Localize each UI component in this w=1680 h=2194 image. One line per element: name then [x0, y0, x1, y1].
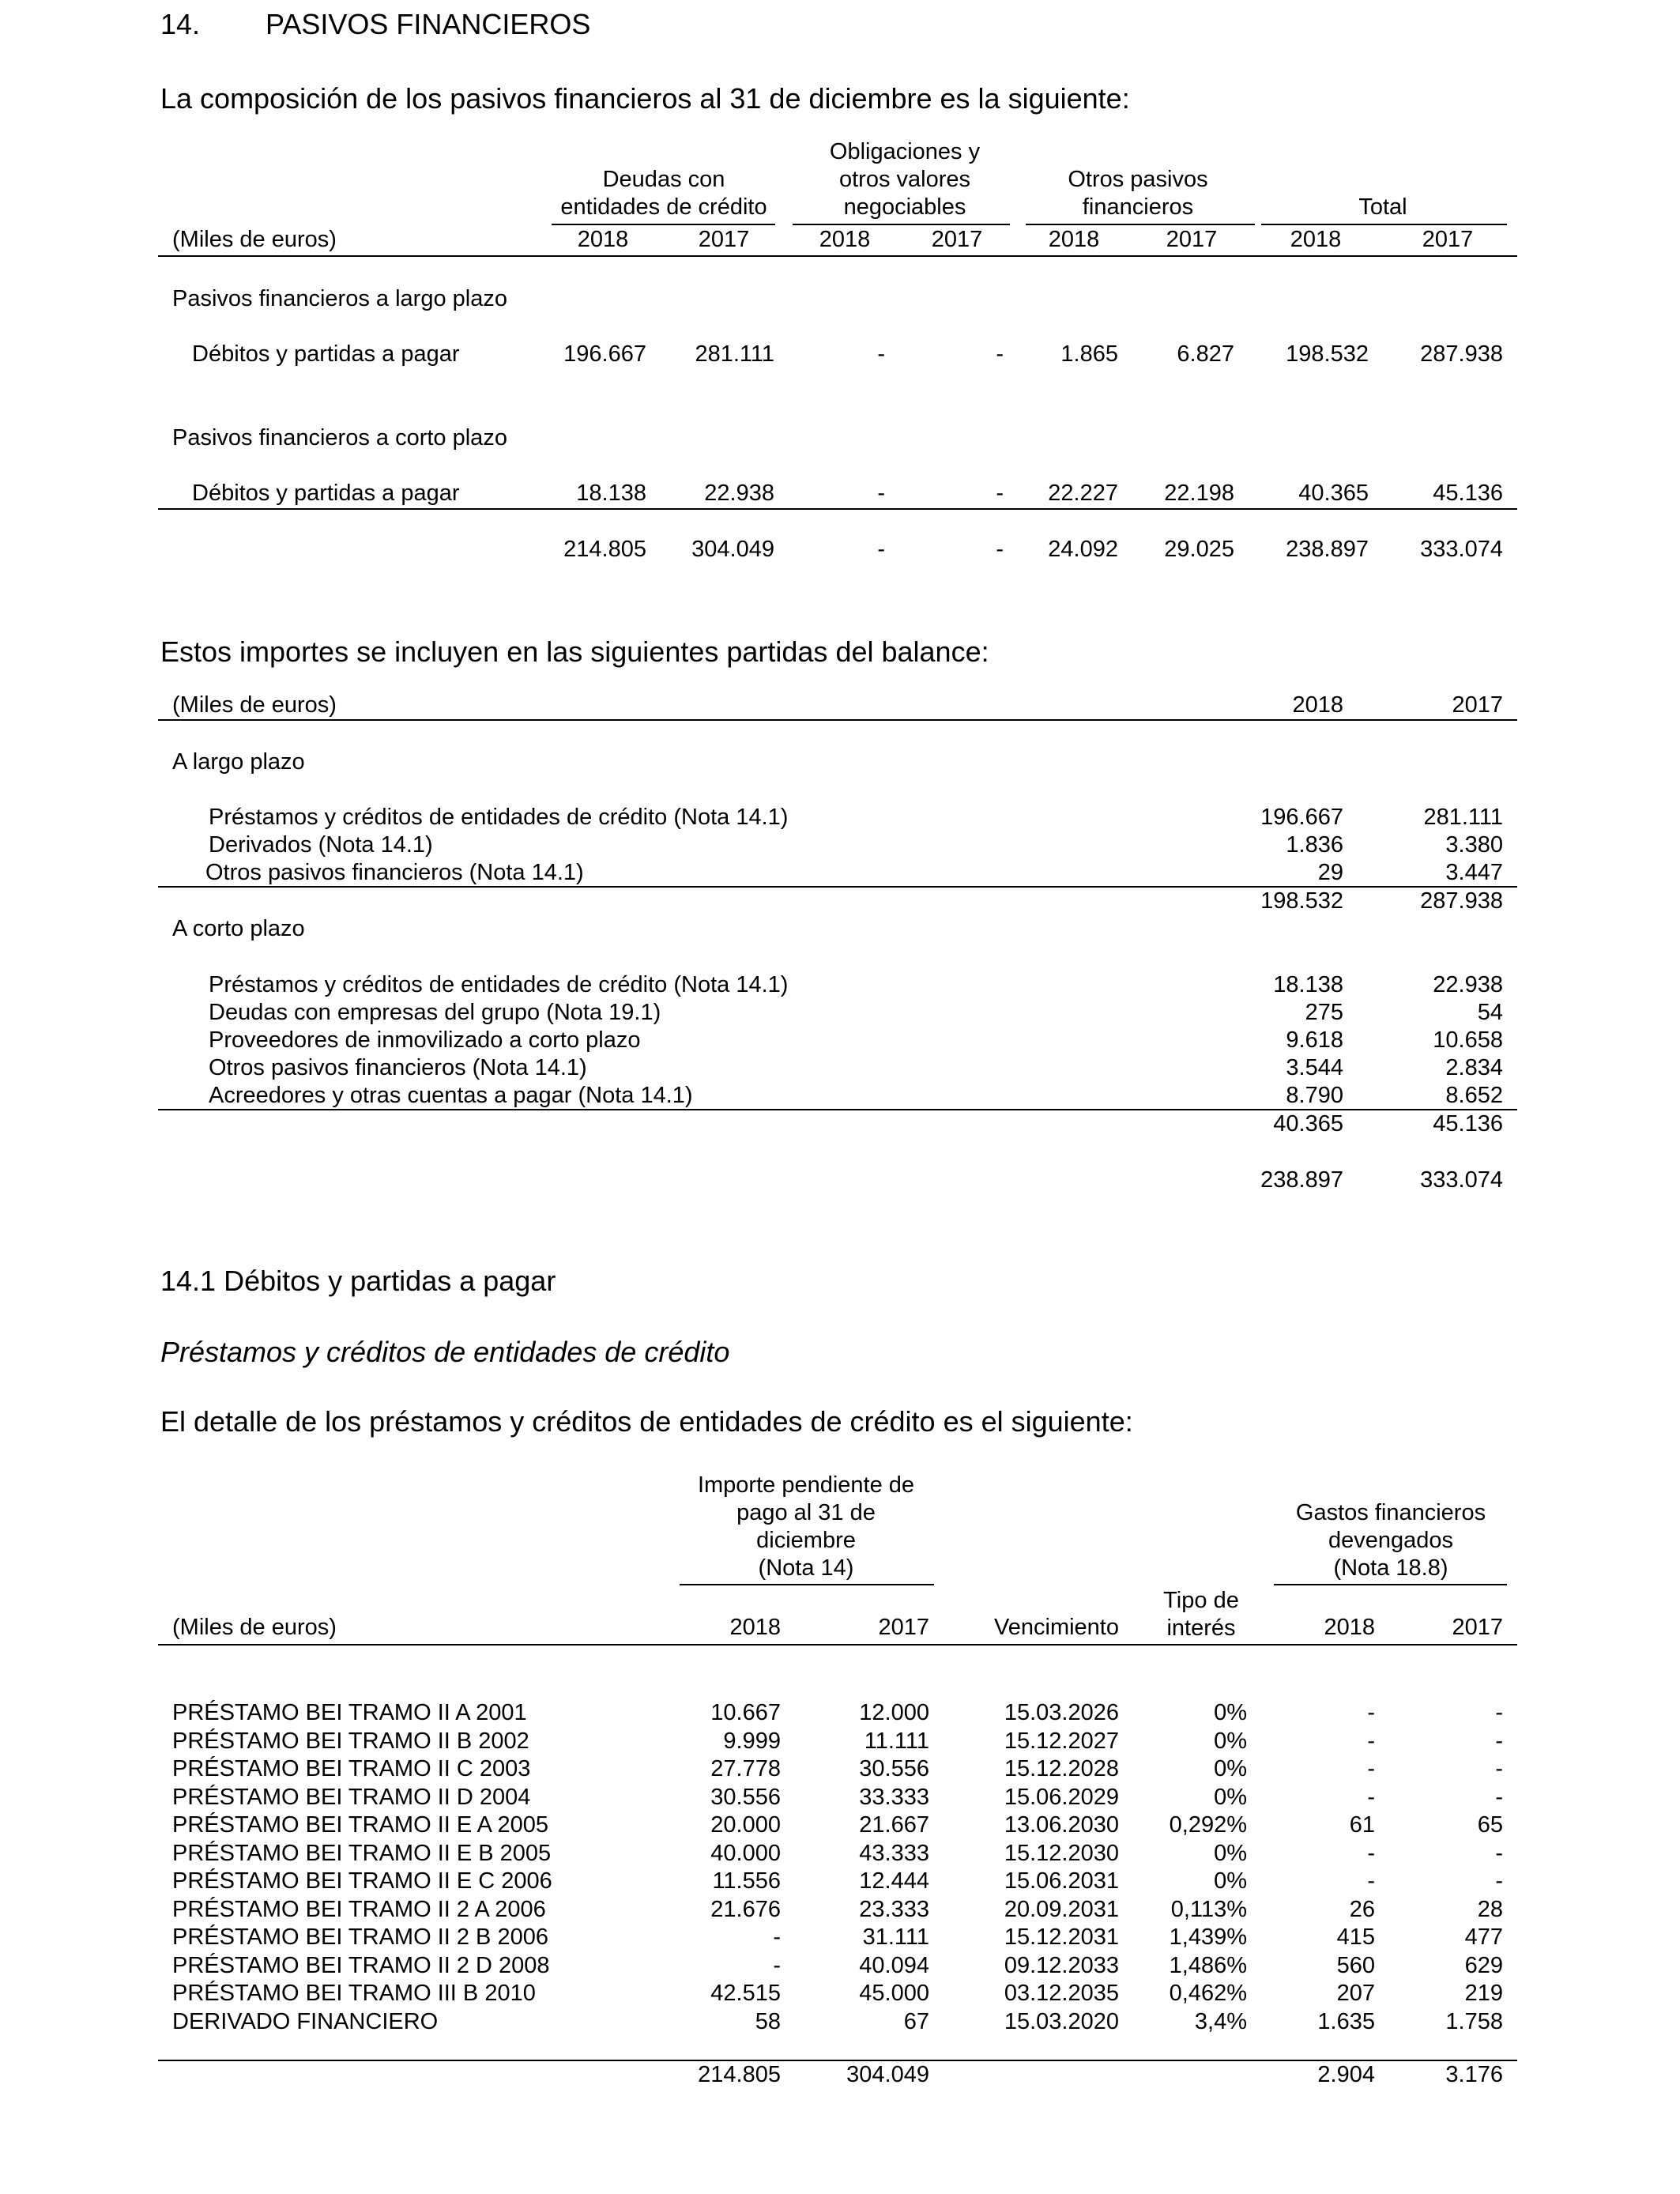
group-header-deudas: Deudas con entidades de crédito	[560, 167, 767, 220]
cell-value: 10.658	[1433, 1027, 1503, 1053]
intro-paragraph-1: La composición de los pasivos financieros al 31 de diciembre es la siguiente:	[160, 82, 1130, 115]
year-header: 2017	[878, 1615, 929, 1640]
cell-value: 6.827	[1177, 341, 1234, 367]
cell-value: 196.667	[1260, 805, 1343, 830]
loan-name: PRÉSTAMO BEI TRAMO II E C 2006	[172, 1868, 552, 1894]
cell-value: -	[773, 1953, 781, 1978]
year-header: 2017	[1422, 227, 1474, 252]
row-label: Otros pasivos financieros (Nota 14.1)	[205, 860, 584, 885]
interest-rate: 0%	[1214, 1756, 1247, 1781]
subtotal-value: 198.532	[1260, 888, 1343, 914]
italic-heading: Préstamos y créditos de entidades de crédito	[160, 1336, 730, 1368]
loan-name: PRÉSTAMO BEI TRAMO II 2 A 2006	[172, 1897, 546, 1922]
cell-value: 23.333	[859, 1897, 929, 1922]
loan-name: PRÉSTAMO BEI TRAMO II B 2002	[172, 1728, 529, 1754]
cell-value: 40.094	[859, 1953, 929, 1978]
total-value: 214.805	[698, 2062, 781, 2087]
cell-value: 3.380	[1445, 832, 1503, 858]
cell-value: 33.333	[859, 1785, 929, 1810]
intro-paragraph-3: El detalle de los préstamos y créditos de entidades de crédito es el siguiente:	[160, 1405, 1133, 1438]
section-heading-long-term: A largo plazo	[172, 749, 305, 775]
cell-value: -	[1495, 1756, 1503, 1781]
cell-value: 1.836	[1286, 832, 1343, 858]
cell-value: 8.790	[1286, 1083, 1343, 1108]
maturity-date: 15.03.2026	[1004, 1700, 1119, 1725]
cell-value: 1.758	[1445, 2009, 1503, 2034]
loan-name: PRÉSTAMO BEI TRAMO II A 2001	[172, 1700, 527, 1725]
loan-name: PRÉSTAMO BEI TRAMO II E B 2005	[172, 1841, 552, 1866]
cell-value: -	[1367, 1841, 1375, 1866]
loan-name: PRÉSTAMO BEI TRAMO II 2 D 2008	[172, 1953, 550, 1978]
table1-unit-label: (Miles de euros)	[172, 227, 337, 252]
section-heading-short-term: A corto plazo	[172, 916, 305, 941]
subtotal-value: 40.365	[1273, 1111, 1343, 1137]
cell-value: 219	[1464, 1981, 1503, 2006]
year-header: 2017	[1452, 692, 1503, 718]
cell-value: 11.556	[712, 1868, 781, 1894]
cell-value: -	[773, 1924, 781, 1950]
cell-value: -	[1495, 1785, 1503, 1810]
cell-value: -	[1495, 1728, 1503, 1754]
row-label: Préstamos y créditos de entidades de crédito (Nota 14.1)	[209, 805, 789, 830]
cell-value: 9.618	[1286, 1027, 1343, 1053]
interest-rate: 1,439%	[1169, 1924, 1247, 1950]
column-header-vencimiento: Vencimiento	[994, 1615, 1119, 1640]
interest-rate: 0,462%	[1169, 1981, 1247, 2006]
section-number: 14.	[160, 8, 201, 40]
cell-value: 415	[1336, 1924, 1375, 1950]
table3-unit-label: (Miles de euros)	[172, 1615, 337, 1640]
total-value: 333.074	[1420, 537, 1503, 562]
row-label: Préstamos y créditos de entidades de crédito (Nota 14.1)	[209, 972, 789, 997]
cell-value: 629	[1464, 1953, 1503, 1978]
cell-value: -	[996, 481, 1004, 506]
cell-value: 3.544	[1286, 1055, 1343, 1080]
cell-value: 22.938	[1433, 972, 1503, 997]
year-header: 2018	[819, 227, 871, 252]
maturity-date: 15.12.2028	[1004, 1756, 1119, 1781]
cell-value: 287.938	[1420, 341, 1503, 367]
cell-value: -	[996, 341, 1004, 367]
total-value: 238.897	[1260, 1167, 1343, 1193]
cell-value: 18.138	[576, 481, 646, 506]
year-header: 2018	[1290, 227, 1342, 252]
cell-value: 477	[1464, 1924, 1503, 1950]
interest-rate: 0,113%	[1170, 1897, 1247, 1922]
cell-value: 11.111	[864, 1728, 929, 1754]
interest-rate: 3,4%	[1194, 2009, 1247, 2034]
cell-value: 29	[1317, 860, 1343, 885]
group-header-obligaciones: Obligaciones y otros valores negociables	[829, 139, 981, 220]
cell-value: 45.136	[1433, 481, 1503, 506]
year-header: 2018	[1048, 227, 1100, 252]
cell-value: 9.999	[723, 1728, 781, 1754]
cell-value: 8.652	[1445, 1083, 1503, 1108]
cell-value: 28	[1477, 1897, 1503, 1922]
maturity-date: 15.03.2020	[1004, 2009, 1119, 2034]
maturity-date: 03.12.2035	[1004, 1981, 1119, 2006]
cell-value: 21.676	[710, 1897, 781, 1922]
cell-value: 45.000	[859, 1981, 929, 2006]
maturity-date: 15.12.2030	[1004, 1841, 1119, 1866]
cell-value: -	[1367, 1700, 1375, 1725]
group-header-importe: Importe pendiente de pago al 31 de diciembre (Nota 14)	[697, 1472, 915, 1581]
year-header: 2017	[1166, 227, 1218, 252]
cell-value: 207	[1336, 1981, 1375, 2006]
year-header: 2018	[577, 227, 629, 252]
total-value: 304.049	[691, 537, 774, 562]
total-value: 24.092	[1048, 537, 1118, 562]
group-header-gastos: Gastos financieros devengados (Nota 18.8)	[1295, 1500, 1486, 1581]
cell-value: 18.138	[1273, 972, 1343, 997]
cell-value: 196.667	[563, 341, 646, 367]
total-value: 29.025	[1164, 537, 1234, 562]
cell-value: 20.000	[710, 1812, 781, 1838]
maturity-date: 20.09.2031	[1004, 1897, 1119, 1922]
cell-value: 54	[1477, 1000, 1503, 1025]
cell-value: 30.556	[859, 1756, 929, 1781]
year-header: 2017	[1452, 1615, 1503, 1640]
cell-value: -	[1367, 1868, 1375, 1894]
cell-value: 2.834	[1445, 1055, 1503, 1080]
row-label: Proveedores de inmovilizado a corto plazo	[209, 1027, 641, 1053]
cell-value: 275	[1305, 1000, 1343, 1025]
cell-value: -	[1367, 1785, 1375, 1810]
cell-value: -	[1367, 1728, 1375, 1754]
loan-name: PRÉSTAMO BEI TRAMO II E A 2005	[172, 1812, 548, 1838]
cell-value: 22.938	[704, 481, 774, 506]
loan-name: PRÉSTAMO BEI TRAMO II D 2004	[172, 1785, 531, 1810]
intro-paragraph-2: Estos importes se incluyen en las siguientes partidas del balance:	[160, 635, 989, 668]
loan-name: PRÉSTAMO BEI TRAMO III B 2010	[172, 1981, 536, 2006]
cell-value: -	[877, 341, 885, 367]
cell-value: 61	[1349, 1812, 1375, 1838]
loan-name: PRÉSTAMO BEI TRAMO II C 2003	[172, 1756, 531, 1781]
year-header: 2018	[1324, 1615, 1375, 1640]
year-header: 2017	[931, 227, 983, 252]
cell-value: 281.111	[695, 341, 774, 367]
section-title: PASIVOS FINANCIEROS	[266, 8, 591, 40]
cell-value: -	[1495, 1700, 1503, 1725]
row-label: Derivados (Nota 14.1)	[209, 832, 433, 858]
maturity-date: 15.06.2031	[1004, 1868, 1119, 1894]
cell-value: 40.365	[1298, 481, 1369, 506]
total-value: -	[877, 537, 885, 562]
cell-value: 10.667	[710, 1700, 781, 1725]
row-label: Acreedores y otras cuentas a pagar (Nota 14.1)	[209, 1083, 693, 1108]
maturity-date: 13.06.2030	[1004, 1812, 1119, 1838]
cell-value: 198.532	[1286, 341, 1369, 367]
cell-value: -	[1495, 1841, 1503, 1866]
total-value: 3.176	[1445, 2062, 1503, 2087]
cell-value: 58	[755, 2009, 781, 2034]
cell-value: 26	[1349, 1897, 1375, 1922]
cell-value: 27.778	[710, 1756, 781, 1781]
cell-value: 560	[1336, 1953, 1375, 1978]
cell-value: 12.444	[859, 1868, 929, 1894]
year-header: 2018	[1292, 692, 1343, 718]
column-header-tipo: Tipo de interés	[1163, 1588, 1239, 1641]
cell-value: 22.198	[1164, 481, 1234, 506]
year-header: 2018	[729, 1615, 781, 1640]
cell-value: 21.667	[859, 1812, 929, 1838]
cell-value: 281.111	[1423, 805, 1503, 830]
cell-value: 40.000	[710, 1841, 781, 1866]
interest-rate: 1,486%	[1169, 1953, 1247, 1978]
section-heading-long-term: Pasivos financieros a largo plazo	[172, 286, 507, 311]
row-label: Deudas con empresas del grupo (Nota 19.1)	[209, 1000, 661, 1025]
cell-value: -	[1495, 1868, 1503, 1894]
cell-value: 3.447	[1445, 860, 1503, 885]
row-label: Otros pasivos financieros (Nota 14.1)	[209, 1055, 587, 1080]
total-value: -	[996, 537, 1004, 562]
total-value: 304.049	[846, 2062, 929, 2087]
group-header-total: Total	[1358, 194, 1407, 220]
cell-value: 67	[903, 2009, 929, 2034]
cell-value: -	[1367, 1756, 1375, 1781]
maturity-date: 15.12.2031	[1004, 1924, 1119, 1950]
cell-value: 1.635	[1317, 2009, 1375, 2034]
cell-value: 31.111	[862, 1924, 929, 1950]
row-label: Débitos y partidas a pagar	[192, 341, 460, 367]
year-header: 2017	[698, 227, 750, 252]
total-value: 214.805	[563, 537, 646, 562]
total-value: 333.074	[1420, 1167, 1503, 1193]
cell-value: 1.865	[1060, 341, 1118, 367]
cell-value: 43.333	[859, 1841, 929, 1866]
cell-value: 22.227	[1048, 481, 1118, 506]
row-label: Débitos y partidas a pagar	[192, 481, 460, 506]
table2-unit-label: (Miles de euros)	[172, 692, 337, 718]
subtotal-value: 287.938	[1420, 888, 1503, 914]
cell-value: 12.000	[859, 1700, 929, 1725]
section-heading-short-term: Pasivos financieros a corto plazo	[172, 425, 507, 450]
total-value: 2.904	[1317, 2062, 1375, 2087]
interest-rate: 0%	[1214, 1700, 1247, 1725]
interest-rate: 0%	[1214, 1728, 1247, 1754]
interest-rate: 0%	[1214, 1785, 1247, 1810]
maturity-date: 15.12.2027	[1004, 1728, 1119, 1754]
loan-name: DERIVADO FINANCIERO	[172, 2009, 439, 2034]
loan-name: PRÉSTAMO BEI TRAMO II 2 B 2006	[172, 1924, 548, 1950]
subsection-heading: 14.1 Débitos y partidas a pagar	[160, 1265, 556, 1297]
interest-rate: 0%	[1214, 1868, 1247, 1894]
maturity-date: 15.06.2029	[1004, 1785, 1119, 1810]
cell-value: 42.515	[710, 1981, 781, 2006]
group-header-otros-pasivos: Otros pasivos financieros	[1068, 167, 1208, 220]
interest-rate: 0%	[1214, 1841, 1247, 1866]
cell-value: 30.556	[710, 1785, 781, 1810]
total-value: 238.897	[1286, 537, 1369, 562]
maturity-date: 09.12.2033	[1004, 1953, 1119, 1978]
cell-value: -	[877, 481, 885, 506]
subtotal-value: 45.136	[1433, 1111, 1503, 1137]
cell-value: 65	[1477, 1812, 1503, 1838]
interest-rate: 0,292%	[1169, 1812, 1247, 1838]
